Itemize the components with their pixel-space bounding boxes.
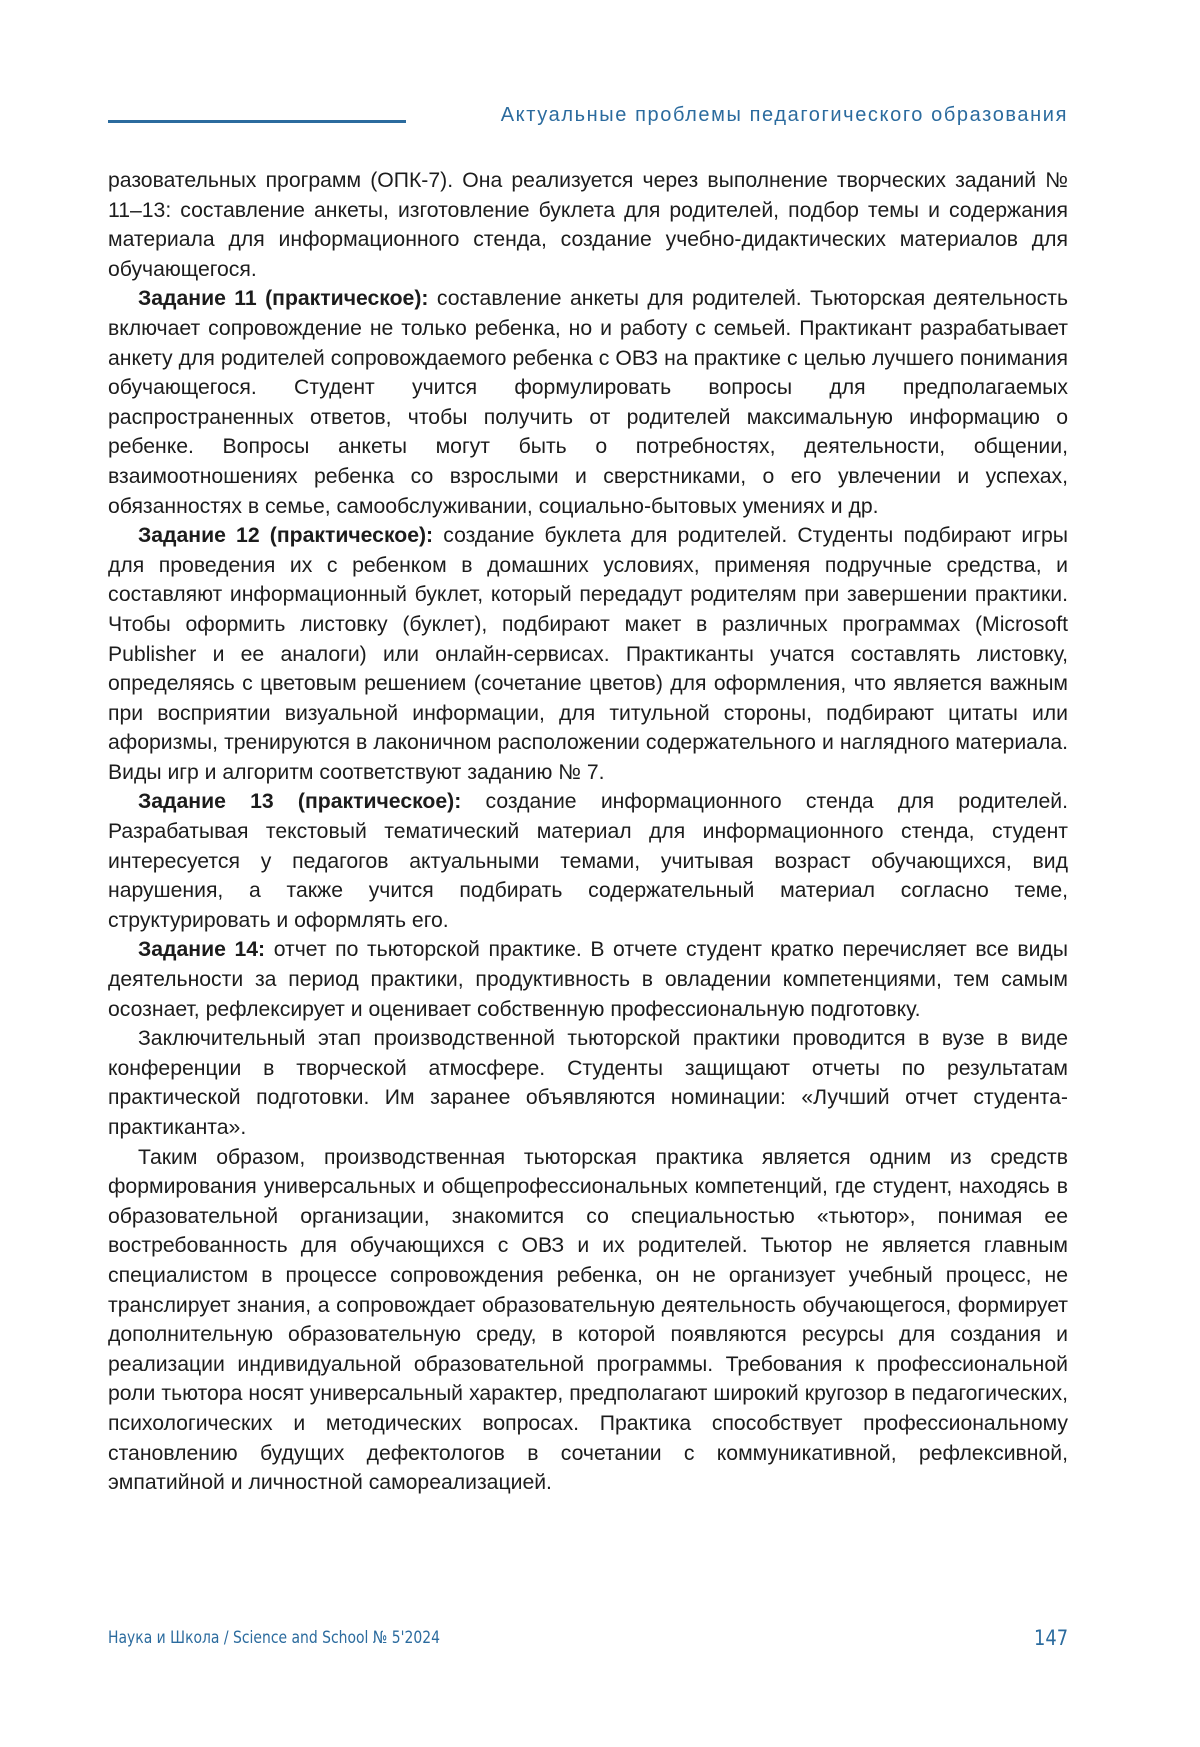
task-lead: Задание 12 (практическое): <box>138 524 434 548</box>
paragraph <box>108 166 1068 284</box>
header-rule <box>108 120 406 123</box>
paragraph-text: отчет по тьюторской практике. В отчете студент кратко перечисляет все виды деятельности за период практики, продуктивность в овладении компетенциями, тем самым осознает, рефлексирует и оценивает собственную профессиональную подготовку. <box>108 938 1069 1021</box>
page-footer <box>108 1628 1068 1658</box>
paragraph-conference <box>108 1024 1068 1142</box>
paragraph-text: Таким образом, производственная тьюторская практика является одним из средств формирования универсальных и общепрофессиональных компетенций, где студент, находясь в образовательной организации, знакомится со специальностью «тьютор», понимая ее востребованность для обучающихся с ОВЗ и их родителей. Тьютор не является главным специалистом в процессе сопровождения ребенка, он не организует учебный процесс, не транслирует знания, а сопровождает образовательную деятельность обучающегося, формирует дополнительную образовательную среду, в которой появляются ресурсы для создания и реализации индивидуальной образовательной программы. Требования к профессиональной роли тьютора носят универсальный характер, предполагают широкий кругозор в педагогических, психологических и методических вопросах. Практика способствует профессиональному становлению будущих дефектологов в сочетании с коммуникативной, рефлексивной, эмпатийной и личностной самореализацией. <box>108 1145 1068 1495</box>
page-number: 147 <box>1033 1626 1068 1650</box>
paragraph-text: разовательных программ (ОПК-7). Она реализуется через выполнение творческих заданий № 11–13: составление анкеты, изготовление буклета для родителей, подбор темы и содержания материала для информационного стенда, создание учебно-дидактических материалов для обучающегося. <box>108 169 1068 281</box>
running-title: Актуальные проблемы педагогического образования <box>500 104 1068 126</box>
task-lead: Задание 13 (практическое): <box>138 790 462 814</box>
paragraph-task-13 <box>108 787 1068 935</box>
paragraph-text: составление анкеты для родителей. Тьюторская деятельность включает сопровождение не только ребенка, но и работу с семьей. Практикант разрабатывает анкету для родителей сопровождаемого ребенка с ОВЗ на практике с целью лучшего понимания обучающегося. Студент учится формулировать вопросы для предполагаемых распространенных ответов, чтобы получить от родителей максимальную информацию о ребенке. Вопросы анкеты могут быть о потребностях, деятельности, общении, взаимоотношениях ребенка со взрослыми и сверстниками, о его увлечении и успехах, обязанностях в семье, самообслуживании, социально-бытовых умениях и др. <box>108 287 1068 518</box>
journal-name: Наука и Школа / Science and School № 5'2024 <box>108 1628 440 1648</box>
paragraph-task-14 <box>108 935 1068 1024</box>
task-lead: Задание 14: <box>138 938 266 962</box>
paragraph-task-12 <box>108 521 1068 787</box>
paragraph-text: Заключительный этап производственной тьюторской практики проводится в вузе в виде конференции в творческой атмосфере. Студенты защищают отчеты по результатам практической подготовки. Им заранее объявляются номинации: «Лучший отчет студента-практиканта». <box>108 1027 1068 1139</box>
paragraph-text: создание буклета для родителей. Студенты подбирают игры для проведения их с ребенком в домашних условиях, применяя подручные средства, и составляют информационный буклет, который передадут родителям при завершении практики. Чтобы оформить листовку (буклет), подбирают макет в различных программах (Microsoft Publisher и ее аналоги) или онлайн-сервисах. Практиканты учатся составлять листовку, определяясь с цветовым решением (сочетание цветов) для оформления, что является важным при восприятии визуальной информации, для титульной стороны, подбирают цитаты или афоризмы, тренируются в лаконичном расположении содержательного и наглядного материала. Виды игр и алгоритм соответствуют заданию № 7. <box>108 524 1068 784</box>
article-body <box>108 166 1068 1498</box>
task-lead: Задание 11 (практическое): <box>138 287 429 311</box>
paragraph-text: создание информационного стенда для родителей. Разрабатывая текстовый тематический материал для информационного стенда, студент интересуется у педагогов актуальными темами, учитывая возраст обучающихся, вид нарушения, а также учится подбирать содержательный материал согласно теме, структурировать и оформлять его. <box>108 790 1068 932</box>
paragraph-task-11 <box>108 284 1068 521</box>
paragraph-conclusion <box>108 1143 1068 1498</box>
running-header <box>108 100 1068 130</box>
